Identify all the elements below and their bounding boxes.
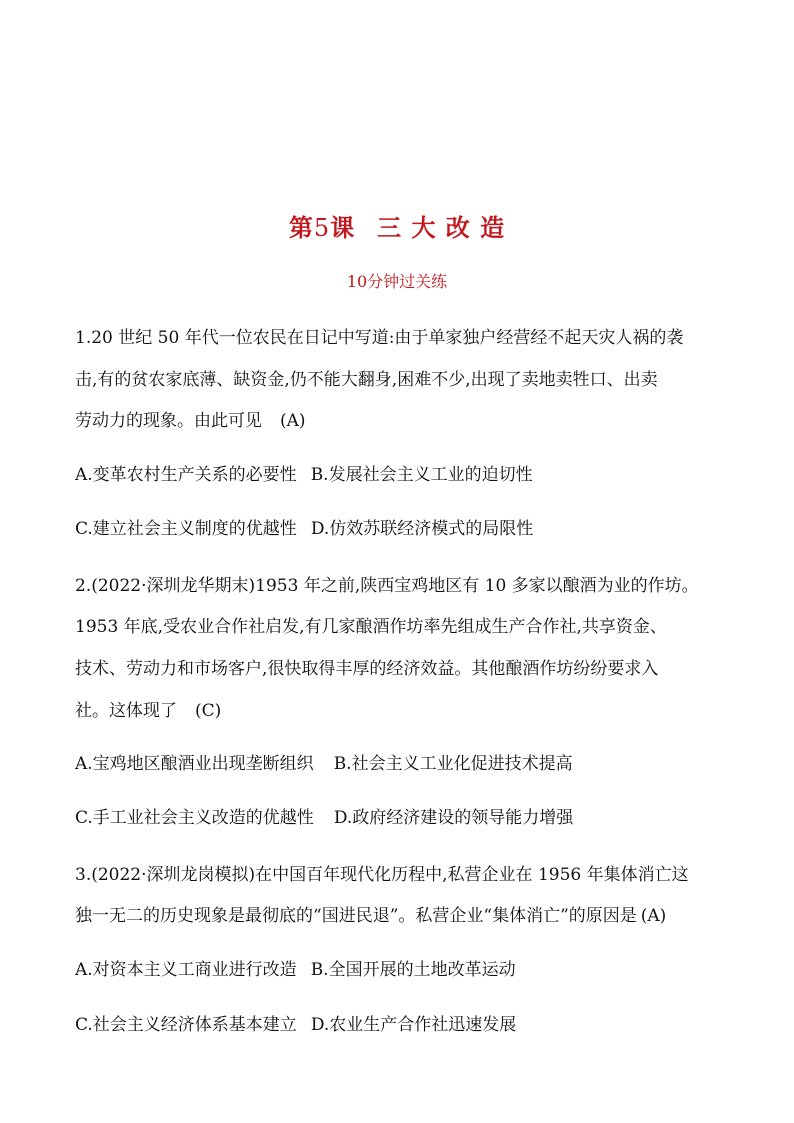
q2-option-d: D.政府经济建设的领导能力增强 <box>333 808 574 828</box>
q2-options-row-1 <box>75 751 725 777</box>
q3-stem-line-2 <box>75 903 725 929</box>
q2-stem-line-3: 技术、劳动力和市场客户,很快取得丰厚的经济效益。其他酿酒作坊纷纷要求入 <box>75 659 659 679</box>
lesson-prefix: 第 <box>288 213 314 242</box>
q1-stem-line-2: 击,有的贫农家底薄、缺资金,仍不能大翻身,困难不少,出现了卖地卖牲口、出卖 <box>75 370 658 390</box>
q1-stem-line-3 <box>75 408 725 434</box>
q2-option-a: A.宝鸡地区酿酒业出现垄断组织 <box>75 754 314 774</box>
q2-stem-line-2: 1953 年底,受农业合作社启发,有几家酿酒作坊率先组成生产合作社,共享资金、 <box>75 617 667 637</box>
section-title: 10分钟过关练 <box>346 272 448 291</box>
q3-stem-line-1: 3.(2022·深圳龙岗模拟)在中国百年现代化历程中,私营企业在 1956 年集体消亡这 <box>75 865 689 885</box>
q1-options-row-2 <box>75 516 725 542</box>
q2-options-row-2 <box>75 805 725 831</box>
q3-option-b: B.全国开展的土地改革运动 <box>310 960 516 980</box>
q1-answer: (A) <box>280 411 306 431</box>
q1-option-a: A.变革农村生产关系的必要性 <box>75 465 297 485</box>
q1-stem-text: 劳动力的现象。由此可见 <box>75 411 262 431</box>
q3-options-row-1 <box>75 957 725 983</box>
q2-option-b: B.社会主义工业化促进技术提高 <box>333 754 573 774</box>
lesson-title <box>0 210 794 246</box>
q2-stem-text: 社。这体现了 <box>75 701 177 721</box>
lesson-suffix: 课 <box>330 213 356 242</box>
q3-option-a: A.对资本主义工商业进行改造 <box>75 960 297 980</box>
lesson-number: 5 <box>313 214 331 242</box>
q1-option-b: B.发展社会主义工业的迫切性 <box>310 465 533 485</box>
q2-answer: (C) <box>195 701 222 721</box>
q3-stem-text: 独一无二的历史现象是最彻底的“国进民退”。私营企业“集体消亡”的原因是 <box>75 906 637 926</box>
lesson-name: 三 大 改 造 <box>377 213 506 242</box>
q2-stem-line-4 <box>75 698 725 724</box>
q2-stem-line-1: 2.(2022·深圳龙华期末)1953 年之前,陕西宝鸡地区有 10 多家以酿酒为业的作坊。 <box>75 576 699 596</box>
q2-option-c: C.手工业社会主义改造的优越性 <box>75 808 314 828</box>
q3-answer: (A) <box>640 906 667 926</box>
q1-stem-line-1: 1.20 世纪 50 年代一位农民在日记中写道:由于单家独户经营经不起天灾人祸的袭 <box>75 328 684 348</box>
q3-option-c: C.社会主义经济体系基本建立 <box>75 1015 297 1035</box>
q3-option-d: D.农业生产合作社迅速发展 <box>310 1015 517 1035</box>
q1-options-row-1 <box>75 462 725 488</box>
q1-option-d: D.仿效苏联经济模式的局限性 <box>310 519 534 539</box>
q3-options-row-2 <box>75 1012 725 1038</box>
q1-option-c: C.建立社会主义制度的优越性 <box>75 519 297 539</box>
